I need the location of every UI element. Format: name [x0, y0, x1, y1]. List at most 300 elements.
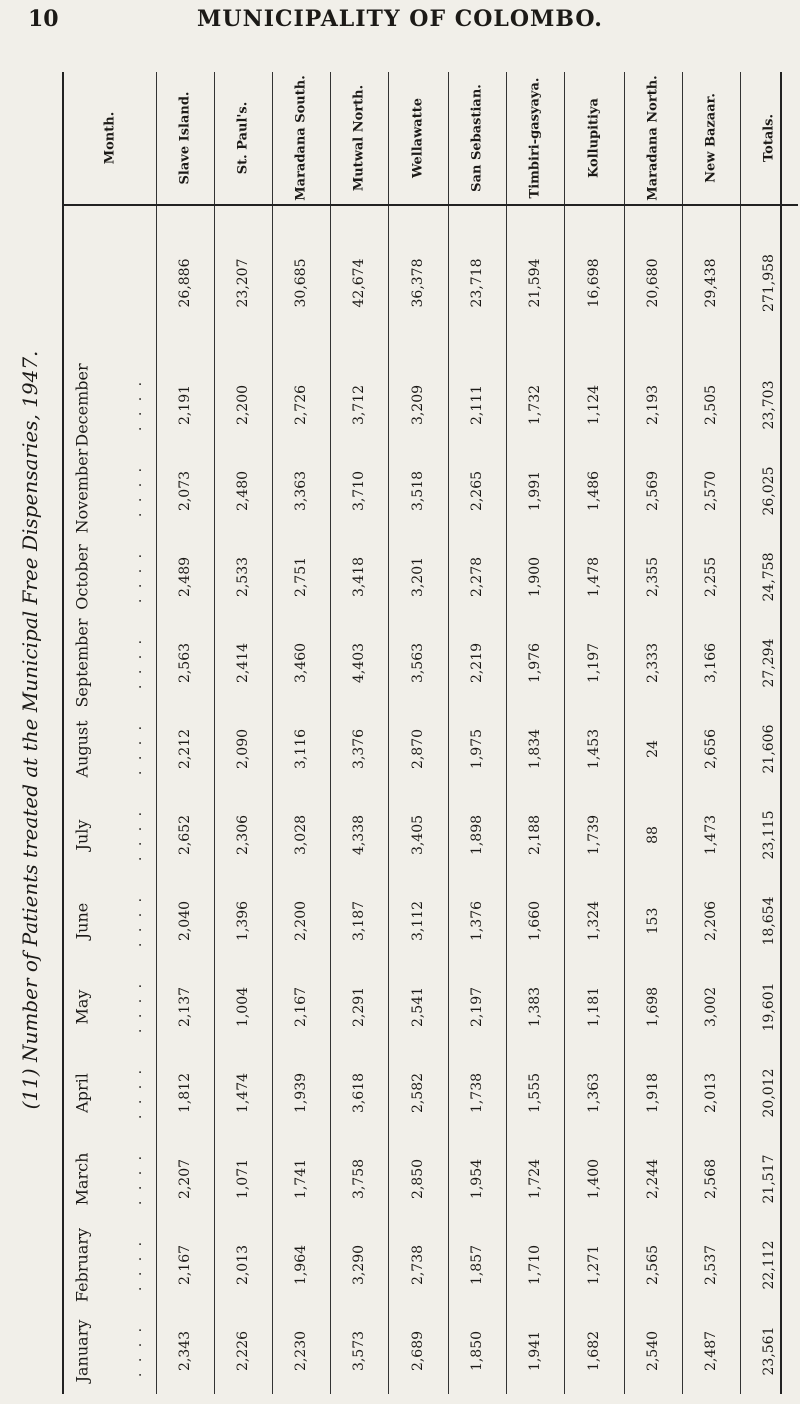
leader-dots-text: . . . .: [129, 550, 145, 604]
table-cell: [624, 964, 682, 1050]
table-cell: [330, 534, 388, 620]
cell-value: 19,601: [761, 982, 777, 1032]
column-header: [624, 72, 682, 206]
table-cell: [156, 534, 214, 620]
table-cell: [272, 1050, 330, 1136]
cell-value: 2,040: [177, 900, 193, 942]
cell-value: 1,271: [586, 1244, 602, 1286]
cell-value: 1,991: [527, 470, 543, 512]
table-cell: [448, 1136, 506, 1222]
table-cell: [448, 362, 506, 448]
leader-dots-text: . . . .: [129, 722, 145, 776]
cell-value: 22,112: [761, 1240, 777, 1290]
leader-dots-text: . . . .: [129, 636, 145, 690]
cell-value: 1,954: [469, 1158, 485, 1200]
cell-value: 2,191: [177, 384, 193, 426]
column-header: [64, 72, 156, 206]
leader-dots-text: . . . .: [129, 464, 145, 518]
table-cell: [272, 878, 330, 964]
column-st_pauls: [214, 72, 273, 1394]
cell-value: 2,533: [235, 556, 251, 598]
leader-dots: [122, 448, 152, 534]
cell-value: 2,167: [293, 986, 309, 1028]
table-cell: [682, 964, 740, 1050]
table-cell: [506, 1308, 564, 1394]
table-cell: [388, 448, 448, 534]
table-cell: [272, 706, 330, 792]
total-cell: [624, 204, 682, 362]
cell-value: 1,376: [469, 900, 485, 942]
cell-value: 1,396: [235, 900, 251, 942]
leader-dots: [122, 706, 152, 792]
table-cell: [624, 534, 682, 620]
table-cell: [388, 534, 448, 620]
table-cell: [740, 362, 798, 448]
table-cell: [624, 792, 682, 878]
column-header-label: Maradana South.: [293, 75, 309, 201]
table-cell: [624, 448, 682, 534]
cell-value: 1,900: [527, 556, 543, 598]
cell-value: 1,850: [469, 1330, 485, 1372]
table-cell: [740, 1136, 798, 1222]
leader-dots: [122, 362, 152, 448]
total-value: 29,438: [703, 258, 719, 308]
table-cell: [624, 1050, 682, 1136]
leader-dots: [122, 878, 152, 964]
cell-value: 2,582: [410, 1072, 426, 1114]
cell-value: 3,573: [351, 1330, 367, 1372]
month-label: July: [72, 819, 92, 851]
table-cell: [330, 1222, 388, 1308]
column-header-label: Kollupitiya: [586, 98, 602, 178]
cell-value: 4,338: [351, 814, 367, 856]
table-cell: [448, 534, 506, 620]
cell-value: 2,219: [469, 642, 485, 684]
cell-value: 2,489: [177, 556, 193, 598]
cell-value: 2,355: [645, 556, 661, 598]
cell-value: 3,028: [293, 814, 309, 856]
cell-value: 2,200: [293, 900, 309, 942]
table-cell: [740, 706, 798, 792]
table-cell: [156, 1136, 214, 1222]
column-header: [506, 72, 564, 206]
month-label: October: [72, 544, 92, 610]
cell-value: 3,758: [351, 1158, 367, 1200]
table-cell: [682, 448, 740, 534]
table-cell: [564, 1308, 624, 1394]
total-cell: [330, 204, 388, 362]
table-cell: [564, 706, 624, 792]
table-cell: [564, 534, 624, 620]
table-cell: [682, 534, 740, 620]
table-cell: [682, 878, 740, 964]
cell-value: 1,478: [586, 556, 602, 598]
table-cell: [564, 620, 624, 706]
table-cell: [214, 1136, 272, 1222]
cell-value: 2,480: [235, 470, 251, 512]
total-value: 30,685: [293, 258, 309, 308]
cell-value: 1,857: [469, 1244, 485, 1286]
cell-value: 3,518: [410, 470, 426, 512]
total-value: 42,674: [351, 258, 367, 308]
month-cell: [64, 1050, 100, 1136]
table-cell: [740, 1222, 798, 1308]
table-cell: [506, 620, 564, 706]
cell-value: 3,405: [410, 814, 426, 856]
table-cell: [740, 448, 798, 534]
cell-value: 1,363: [586, 1072, 602, 1114]
table-cell: [624, 362, 682, 448]
month-cell: [64, 706, 100, 792]
table-cell: [564, 362, 624, 448]
leader-dots-text: . . . .: [129, 1238, 145, 1292]
table-cell: [214, 706, 272, 792]
month-label: December: [72, 363, 92, 447]
cell-value: 3,376: [351, 728, 367, 770]
total-value: 23,207: [235, 258, 251, 308]
table-cell: [156, 792, 214, 878]
leader-dots: [122, 1308, 152, 1394]
column-header-label: Totals.: [761, 113, 777, 163]
cell-value: 24,758: [761, 552, 777, 602]
table-cell: [214, 1222, 272, 1308]
table-cell: [388, 1222, 448, 1308]
cell-value: 2,505: [703, 384, 719, 426]
table-cell: [330, 1136, 388, 1222]
cell-value: 2,013: [703, 1072, 719, 1114]
cell-value: 3,112: [410, 900, 426, 942]
table-cell: [448, 1050, 506, 1136]
month-label: November: [72, 448, 92, 534]
table-cell: [388, 1136, 448, 1222]
cell-value: 3,002: [703, 986, 719, 1028]
leader-dots-text: . . . .: [129, 378, 145, 432]
table-cell: [682, 1308, 740, 1394]
table-cell: [740, 620, 798, 706]
cell-value: 1,698: [645, 986, 661, 1028]
total-cell: [388, 204, 448, 362]
table-cell: [156, 362, 214, 448]
cell-value: 2,226: [235, 1330, 251, 1372]
cell-value: 1,004: [235, 986, 251, 1028]
table-cell: [506, 878, 564, 964]
table-cell: [564, 1222, 624, 1308]
cell-value: 3,209: [410, 384, 426, 426]
table-cell: [388, 964, 448, 1050]
total-value: 16,698: [586, 258, 602, 308]
table-cell: [156, 1222, 214, 1308]
cell-value: 24: [645, 740, 661, 758]
table-cell: [272, 1136, 330, 1222]
page-number: 10: [28, 6, 59, 32]
cell-value: 1,724: [527, 1158, 543, 1200]
table-cell: [156, 878, 214, 964]
leader-dots: [122, 1222, 152, 1308]
cell-value: 2,343: [177, 1330, 193, 1372]
cell-value: 3,116: [293, 728, 309, 770]
cell-value: 2,563: [177, 642, 193, 684]
cell-value: 2,265: [469, 470, 485, 512]
column-san_sebastian: [448, 72, 507, 1394]
cell-value: 2,207: [177, 1158, 193, 1200]
column-header-label: Wellawatte: [410, 97, 426, 179]
table-cell: [682, 706, 740, 792]
cell-value: 3,363: [293, 470, 309, 512]
month-label: February: [72, 1227, 92, 1303]
cell-value: 2,414: [235, 642, 251, 684]
cell-value: 1,941: [527, 1330, 543, 1372]
total-cell: [214, 204, 272, 362]
month-cell: [64, 1308, 100, 1394]
table-cell: [624, 1136, 682, 1222]
cell-value: 1,473: [703, 814, 719, 856]
table-cell: [330, 620, 388, 706]
table-cell: [448, 792, 506, 878]
cell-value: 2,540: [645, 1330, 661, 1372]
leader-dots: [122, 1136, 152, 1222]
month-label: June: [72, 902, 92, 940]
table-cell: [682, 1050, 740, 1136]
table-cell: [330, 792, 388, 878]
column-wellawatte: [388, 72, 449, 1394]
cell-value: 1,975: [469, 728, 485, 770]
cell-value: 2,652: [177, 814, 193, 856]
table-cell: [330, 878, 388, 964]
cell-value: 1,197: [586, 642, 602, 684]
leader-dots-text: . . . .: [129, 808, 145, 862]
cell-value: 2,487: [703, 1330, 719, 1372]
cell-value: 4,403: [351, 642, 367, 684]
total-value: 271,958: [761, 254, 777, 312]
column-maradana_south: [272, 72, 331, 1394]
table-cell: [506, 448, 564, 534]
table-cell: [448, 964, 506, 1050]
column-header: [564, 72, 624, 206]
total-cell: [272, 204, 330, 362]
leader-dots-text: . . . .: [129, 894, 145, 948]
table-cell: [330, 1308, 388, 1394]
table-cell: [388, 878, 448, 964]
table-cell: [740, 1050, 798, 1136]
table-cell: [388, 362, 448, 448]
table-cell: [682, 362, 740, 448]
column-kollupitiya: [564, 72, 625, 1394]
column-maradana_north: [624, 72, 683, 1394]
table-cell: [214, 534, 272, 620]
table-cell: [564, 792, 624, 878]
column-new_bazaar: [682, 72, 741, 1394]
column-header-label: Mutwal North.: [351, 84, 367, 192]
table-cell: [272, 1222, 330, 1308]
table-cell: [682, 1136, 740, 1222]
column-header: [448, 72, 506, 206]
table-cell: [272, 620, 330, 706]
month-cell: [64, 964, 100, 1050]
cell-value: 2,212: [177, 728, 193, 770]
month-cell: [64, 448, 100, 534]
table-cell: [388, 1308, 448, 1394]
table-cell: [272, 1308, 330, 1394]
month-cell: [64, 534, 100, 620]
total-cell: [156, 204, 214, 362]
cell-value: 1,486: [586, 470, 602, 512]
table-cell: [214, 1308, 272, 1394]
column-slave_island: [156, 72, 215, 1394]
cell-value: 2,850: [410, 1158, 426, 1200]
total-cell: [740, 204, 798, 362]
column-header-label: San Sebastian.: [469, 84, 485, 192]
table-cell: [330, 362, 388, 448]
table-cell: [506, 706, 564, 792]
table-cell: [214, 448, 272, 534]
leader-dots: [122, 1050, 152, 1136]
total-cell: [682, 204, 740, 362]
table-cell: [506, 362, 564, 448]
table-cell: [272, 964, 330, 1050]
table-cell: [388, 706, 448, 792]
cell-value: 2,073: [177, 470, 193, 512]
cell-value: 1,939: [293, 1072, 309, 1114]
table-cell: [388, 792, 448, 878]
cell-value: 3,712: [351, 384, 367, 426]
table-cell: [330, 448, 388, 534]
leader-dots: [122, 792, 152, 878]
table-cell: [388, 1050, 448, 1136]
month-label: January: [72, 1319, 92, 1383]
table-cell: [156, 706, 214, 792]
cell-value: 2,291: [351, 986, 367, 1028]
month-cell: [64, 1222, 100, 1308]
column-header: [272, 72, 330, 206]
cell-value: 2,565: [645, 1244, 661, 1286]
cell-value: 2,230: [293, 1330, 309, 1372]
leader-dots-text: . . . .: [129, 1066, 145, 1120]
cell-value: 2,167: [177, 1244, 193, 1286]
cell-value: 2,244: [645, 1158, 661, 1200]
cell-value: 2,306: [235, 814, 251, 856]
running-title: MUNICIPALITY OF COLOMBO.: [197, 6, 603, 32]
cell-value: 1,324: [586, 900, 602, 942]
cell-value: 1,181: [586, 986, 602, 1028]
table-cell: [506, 792, 564, 878]
cell-value: 3,290: [351, 1244, 367, 1286]
cell-value: 2,278: [469, 556, 485, 598]
leader-dots-text: . . . .: [129, 1324, 145, 1378]
table-cell: [214, 620, 272, 706]
cell-value: 3,418: [351, 556, 367, 598]
month-label: May: [72, 989, 92, 1025]
leader-dots: [122, 964, 152, 1050]
month-cell: [64, 1136, 100, 1222]
total-value: 36,378: [410, 258, 426, 308]
cell-value: 23,115: [761, 810, 777, 860]
table-cell: [506, 1222, 564, 1308]
table-cell: [272, 534, 330, 620]
table-cell: [624, 1308, 682, 1394]
column-header-label: Month.: [102, 111, 118, 165]
table-cell: [448, 448, 506, 534]
table-cell: [330, 964, 388, 1050]
table-cell: [330, 1050, 388, 1136]
cell-value: 1,964: [293, 1244, 309, 1286]
leader-dots-text: . . . .: [129, 980, 145, 1034]
total-cell: [564, 204, 624, 362]
table-cell: [740, 534, 798, 620]
column-header-label: Slave Island.: [177, 91, 193, 185]
table-cell: [388, 620, 448, 706]
total-cell: [506, 204, 564, 362]
column-totals: [740, 72, 798, 1394]
table-cell: [156, 964, 214, 1050]
month-cell: [64, 362, 100, 448]
table-cell: [214, 964, 272, 1050]
cell-value: 1,732: [527, 384, 543, 426]
table-cell: [682, 1222, 740, 1308]
table-cell: [682, 792, 740, 878]
month-cell: [64, 792, 100, 878]
table-cell: [506, 1050, 564, 1136]
cell-value: 2,111: [469, 384, 485, 426]
cell-value: 18,654: [761, 896, 777, 946]
table-cell: [214, 1050, 272, 1136]
cell-value: 3,710: [351, 470, 367, 512]
column-timbirigasyaya: [506, 72, 565, 1394]
table-cell: [740, 964, 798, 1050]
cell-value: 1,124: [586, 384, 602, 426]
table-cell: [156, 620, 214, 706]
cell-value: 1,682: [586, 1330, 602, 1372]
cell-value: 3,618: [351, 1072, 367, 1114]
cell-value: 1,710: [527, 1244, 543, 1286]
table-cell: [624, 620, 682, 706]
cell-value: 2,193: [645, 384, 661, 426]
cell-value: 27,294: [761, 638, 777, 688]
cell-value: 1,400: [586, 1158, 602, 1200]
cell-value: 1,741: [293, 1158, 309, 1200]
table-cell: [682, 620, 740, 706]
cell-value: 2,751: [293, 556, 309, 598]
cell-value: 3,460: [293, 642, 309, 684]
total-cell: [448, 204, 506, 362]
table-cell: [214, 362, 272, 448]
table-cell: [506, 964, 564, 1050]
cell-value: 1,660: [527, 900, 543, 942]
table-cell: [448, 878, 506, 964]
column-header-label: St. Paul's.: [235, 101, 251, 175]
cell-value: 2,569: [645, 470, 661, 512]
month-label: September: [72, 618, 92, 708]
leader-dots: [122, 620, 152, 706]
table-caption: (11) Number of Patients treated at the Municipal Free Dispensaries, 1947.: [18, 350, 42, 1110]
cell-value: 2,197: [469, 986, 485, 1028]
column-header-label: New Bazaar.: [703, 93, 719, 183]
table-cell: [272, 792, 330, 878]
leader-dots: [122, 534, 152, 620]
cell-value: 2,541: [410, 986, 426, 1028]
cell-value: 1,739: [586, 814, 602, 856]
table-cell: [740, 878, 798, 964]
cell-value: 23,703: [761, 380, 777, 430]
table-cell: [740, 1308, 798, 1394]
cell-value: 26,025: [761, 466, 777, 516]
total-value: 21,594: [527, 258, 543, 308]
table-cell: [214, 878, 272, 964]
cell-value: 3,187: [351, 900, 367, 942]
cell-value: 88: [645, 826, 661, 844]
cell-value: 2,537: [703, 1244, 719, 1286]
cell-value: 2,726: [293, 384, 309, 426]
column-header: [388, 72, 448, 206]
